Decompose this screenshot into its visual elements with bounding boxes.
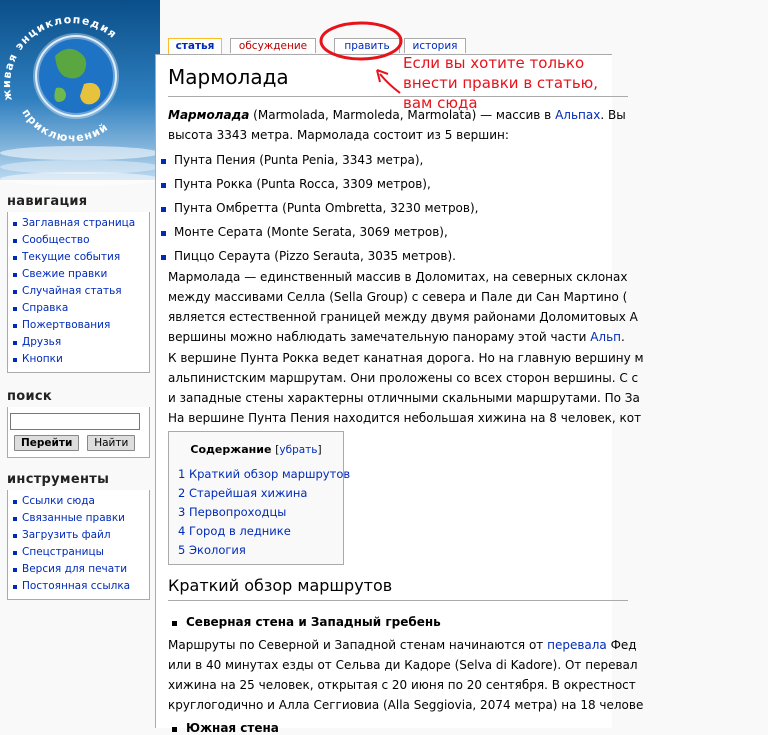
toc-hide-link[interactable]: убрать — [279, 444, 318, 456]
logo-bottom-text: приключений — [19, 106, 111, 145]
toc-item-routes[interactable]: 1 Краткий обзор маршрутов — [178, 467, 351, 481]
toc-hide-bracket-open: [ — [275, 444, 280, 456]
annotation-note — [403, 53, 598, 113]
sidebar — [0, 180, 158, 600]
search-button[interactable]: Найти — [87, 435, 135, 451]
sidebar-item-current-events[interactable]: Текущие события — [10, 249, 149, 266]
logo-arc-text: живая энциклопедия — [0, 13, 120, 102]
para4-text-end: Фед — [606, 638, 637, 652]
sidebar-item-help[interactable]: Справка — [10, 300, 149, 317]
sidebar-item-printable-version[interactable]: Версия для печати — [10, 561, 149, 578]
navigation-title: навигация — [7, 194, 88, 209]
search-title: поиск — [7, 389, 53, 404]
toc-hide-bracket-close: ] — [317, 444, 322, 456]
subsection-heading-south: Южная стена — [186, 721, 279, 735]
para4-text: Маршруты по Северной и Западной стенам начинаются от — [168, 638, 548, 652]
toc-item-old-hut[interactable]: 2 Старейшая хижина — [178, 486, 308, 500]
annotation-line: внести правки в статью, — [403, 74, 599, 92]
section-heading: Краткий обзор маршрутов — [168, 576, 393, 595]
toc-title: Содержание — [190, 443, 272, 456]
toc-item-ecology[interactable]: 5 Экология — [178, 543, 246, 557]
tab-history[interactable]: история — [404, 38, 466, 53]
toc-item-pioneers[interactable]: 3 Первопроходцы — [178, 505, 287, 519]
para2-line: Мармолада — единственный массив в Доломитах, на северных склонах — [168, 270, 628, 284]
sidebar-item-special-pages[interactable]: Спецстраницы — [10, 544, 149, 561]
table-of-contents — [168, 431, 351, 565]
intro-text-end: . Вы — [600, 108, 626, 122]
sidebar-item-community[interactable]: Сообщество — [10, 232, 149, 249]
annotation-line: вам сюда — [403, 94, 478, 112]
list-item: Пунта Омбретта (Punta Ombretta, 3230 метров), — [174, 201, 479, 215]
sidebar-item-permanent-link[interactable]: Постоянная ссылка — [10, 578, 149, 595]
page-title: Мармолада — [168, 65, 289, 89]
paragraph-dolomites — [168, 267, 768, 347]
para3-line: На вершине Пунта Пения находится небольшая хижина на 8 человек, кот — [168, 411, 642, 425]
para2-line: между массивами Селла (Sella Group) с севера и Пале ди Сан Мартино ( — [168, 290, 628, 304]
para2-line: является естественной границей между двумя районами Доломитовых А — [168, 310, 638, 324]
para4-line: хижина на 25 человек, открытая с 20 июня по 20 сентября. В окрестност — [168, 678, 636, 692]
tools-title: инструменты — [7, 472, 110, 487]
para3-line: К вершине Пунта Рокка ведет канатная дорога. Но на главную вершину м — [168, 351, 644, 365]
tab-article[interactable]: статья — [168, 38, 222, 55]
para2-line: вершины можно наблюдать замечательную панораму этой части — [168, 330, 591, 344]
sidebar-item-related-changes[interactable]: Связанные правки — [10, 510, 149, 527]
list-item: Монте Серата (Monte Serata, 3069 метров), — [174, 225, 448, 239]
sidebar-item-buttons[interactable]: Кнопки — [10, 351, 149, 368]
list-item: Пунта Рокка (Punta Rocca, 3309 метров), — [174, 177, 431, 191]
link-alps-2[interactable]: Альп — [590, 330, 621, 344]
list-item: Пиццо Сераута (Pizzo Serauta, 3035 метров). — [174, 249, 456, 263]
para2-end: . — [620, 330, 625, 344]
sidebar-item-main-page[interactable]: Заглавная страница — [10, 215, 149, 232]
section-divider — [168, 600, 628, 601]
sidebar-item-random-article[interactable]: Случайная статья — [10, 283, 149, 300]
para4-line: или в 40 минутах езды от Сельва ди Кадоре (Selva di Kadore). От перевал — [168, 658, 638, 672]
paragraph-cableway — [168, 348, 768, 428]
article-content — [155, 54, 644, 735]
annotation-line: Если вы хотите только — [403, 54, 585, 72]
navigation-portlet — [7, 212, 150, 373]
toc-header — [169, 443, 343, 456]
toc-item-glacier-city[interactable]: 4 Город в леднике — [178, 524, 291, 538]
para3-line: альпинистским маршрутам. Они проложены со всех сторон вершины. С с — [168, 371, 639, 385]
tools-portlet — [7, 490, 150, 600]
subsection-heading: Северная стена и Западный гребень — [186, 615, 441, 629]
site-logo[interactable] — [0, 0, 160, 160]
list-item: Пунта Пения (Punta Penia, 3343 метра), — [174, 153, 424, 167]
search-portlet — [7, 407, 150, 458]
sidebar-item-upload-file[interactable]: Загрузить файл — [10, 527, 149, 544]
tab-edit[interactable]: править — [334, 38, 400, 53]
link-pass[interactable]: перевала — [547, 638, 607, 652]
link-alps[interactable]: Альпах — [555, 108, 601, 122]
intro-line-2: высота 3343 метра. Мармолада состоит из 5 вершин: — [168, 128, 509, 142]
paragraph-routes — [168, 635, 768, 715]
intro-bold-term: Мармолада — [168, 108, 250, 122]
sidebar-item-friends[interactable]: Друзья — [10, 334, 149, 351]
intro-text: (Marmolada, Marmoleda, Marmolata) — массив в — [249, 108, 556, 122]
para3-line: и западные стены характерны отличными скальными маршрутами. По За — [168, 391, 640, 405]
sidebar-item-donations[interactable]: Пожертвования — [10, 317, 149, 334]
tab-discussion[interactable]: обсуждение — [230, 38, 316, 53]
para4-line: круглогодично и Алла Сеггиовиа (Alla Seggiovia, 2074 метра) на 18 челове — [168, 698, 644, 712]
go-button[interactable]: Перейти — [14, 435, 79, 451]
search-input[interactable] — [10, 413, 140, 430]
sidebar-item-recent-changes[interactable]: Свежие правки — [10, 266, 149, 283]
sidebar-item-what-links-here[interactable]: Ссылки сюда — [10, 493, 149, 510]
